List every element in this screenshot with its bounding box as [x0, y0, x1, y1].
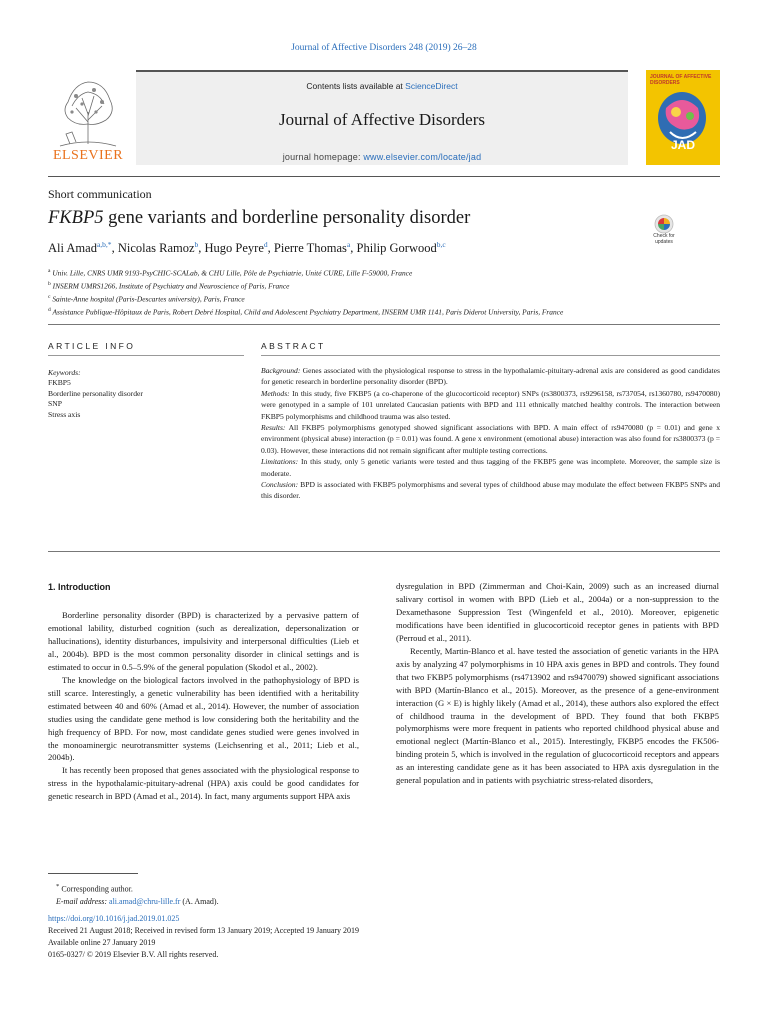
section-heading-introduction: 1. Introduction	[48, 582, 111, 592]
abstract-body	[261, 365, 720, 502]
body-paragraph: dysregulation in BPD (Zimmerman and Choi-Kain, 2009) such as an increased diurnal salivary cortisol in women with BPD (Lieb et al., 2004a) or a non-suppression to the Dexamethasone Suppression Test (Wingenfeld et al., 2010). Moreover, epigenetic modifications have been identified in glucocorticoid receptor genes in patients with BPD (Perroud et al., 2011).	[396, 581, 719, 643]
body-column-right	[396, 580, 719, 787]
publication-info	[48, 913, 548, 961]
author-name[interactable]: Philip Gorwood	[356, 241, 437, 256]
body-paragraph: Borderline personality disorder (BPD) is characterized by a pervasive pattern of emotional lability, disturbed cognition (such as derealization, depersonalization or hallucinations), identity disturbances, impulsivity and interpersonal difficulties (Lieb et al., 2004b). BPD is the most common personality disorder in clinical settings and is estimated to occur in 0.5–5.9% of the general population (Skodol et al., 2002).	[48, 610, 359, 672]
abstract-heading: ABSTRACT	[261, 341, 326, 351]
masthead	[136, 70, 628, 165]
author-list: Ali Amad$^{a,b,*}$, Nicolas Ramoz$^b$, Hugo Peyre$^d$, Pierre Thomas$^a$, Philip Gorwood$^{b,c}$	[48, 240, 446, 256]
article-type: Short communication	[48, 187, 152, 201]
author-affil-marker[interactable]: b	[194, 240, 199, 249]
cover-title: JOURNAL OF AFFECTIVE DISORDERS	[650, 74, 712, 86]
check-for-updates-badge[interactable]	[646, 213, 682, 249]
doi-link[interactable]: https://doi.org/10.1016/j.jad.2019.01.025	[48, 914, 180, 923]
homepage-prefix: journal homepage:	[282, 152, 364, 162]
elsevier-wordmark: ELSEVIER	[52, 148, 124, 163]
abstract-bottom-rule	[48, 551, 720, 552]
email-link[interactable]: ali.amad@chru-lille.fr	[109, 896, 181, 906]
author-name[interactable]: Ali Amad	[48, 241, 97, 256]
affiliation-item	[48, 279, 728, 292]
abstract-results: Results: All FKBP5 polymorphisms genotyped showed significant associations with BPD. A main effect of rs9470080 (p = 0.01) and gene x environment (physical abuse) interaction (p = 0.01) was found. A gene x environment (emotional abuse) interaction was also found for rs3800373 (p = 0.03). However, these interactions did not remain significant after multiple testing corrections.	[261, 423, 720, 455]
journal-reference-link[interactable]: Journal of Affective Disorders 248 (2019) 26–28	[291, 43, 477, 53]
corresponding-author-note: * Corresponding author.	[56, 883, 133, 894]
body-paragraph: Recently, Martin-Blanco et al. have tested the association of genetic variants in the HPA axis by analyzing 47 polymorphisms in 10 HPA axis genes in BPD and controls. They found that two FKBP5 polymorphisms (rs4713902 and rs9470079) showed significant associations with BPD (Martín-Blanco et al., 2015). Moreover, as the presence of a gene-environment interaction (G × E) is highly likely (Amad et al., 2014), these authors also explored the effect of childhood trauma in the development of BPD. They found that both FKBP5 polymorphisms were more frequent in patients who reported childhood physical abuse and emotional neglect (Martín-Blanco et al., 2015). Interestingly, FKBP5 encodes the FK506-binding protein 5, which is involved in the regulation of glucocorticoid receptors and appears as an interesting candidate gene as it has been associated to HPA axis dysregulation in the general population and in patients with psychiatric stress-related disorders,	[396, 645, 719, 786]
author-name[interactable]: Pierre Thomas	[273, 241, 347, 256]
article-title	[48, 208, 470, 229]
homepage-link[interactable]: www.elsevier.com/locate/jad	[363, 152, 482, 162]
author-name[interactable]: Hugo Peyre	[204, 241, 264, 256]
author-affil-marker[interactable]: a	[346, 240, 351, 249]
footnotes	[48, 881, 408, 908]
contents-prefix: Contents lists available at	[306, 81, 406, 91]
affiliation-text: Sainte-Anne hospital (Paris-Descartes university), Paris, France	[52, 294, 245, 304]
abstract-conclusion: Conclusion: BPD is associated with FKBP5 polymorphisms and several types of childhood abuse may modulate the effect between FKBP5 SNPs and this disorder.	[261, 480, 720, 501]
affiliation-text: INSERM UMRS1266, Institute of Psychiatry and Neuroscience of Paris, France	[52, 281, 290, 291]
affiliation-text: Univ. Lille, CNRS UMR 9193-PsyCHIC-SCALab, & CHU Lille, Pôle de Psychiatrie, Unité CURE, Lille F-59000, France	[52, 268, 413, 278]
affiliation-text: Assistance Publique-Hôpitaux de Paris, Robert Debré Hospital, Child and Adolescent Psychiatry Department, INSERM UMR 1141, Paris Diderot University, Paris, France	[52, 307, 564, 317]
affiliation-key: a	[48, 268, 51, 274]
affiliation-key: d	[48, 307, 51, 314]
article-info-heading: ARTICLE INFO	[48, 341, 136, 351]
affiliation-item	[48, 305, 728, 318]
journal-cover-image	[646, 70, 720, 165]
author-affil-marker[interactable]: d	[263, 240, 268, 249]
abstract-methods: Methods: In this study, five FKBP5 (a co-chaperone of the glucocorticoid receptor) SNPs (rs3800373, rs9296158, rs737054, rs1360780, rs9470080) were genotyped in a sample of 101 unrelated Caucasian patients with BPD and 111 ethnically matched healthy controls. The interaction between FKBP5 polymorphisms and childhood trauma was also tested.	[261, 388, 720, 421]
copyright-line: 0165-0327/ © 2019 Elsevier B.V. All rights reserved.	[48, 950, 219, 959]
body-paragraph: The knowledge on the biological factors involved in the pathophysiology of BPD is still scarce. Interestingly, a genetic vulnerability has been identified with a heritability estimated between 40 and 60% (Amad et al., 2014). However, the number of association studies using the candidate gene method is low considering both the heritability and the high frequency of BPD. For now, most candidate genes studied were genes involved in the monoaminergic neurotransmitter systems (Leichsenring et al., 2011; Lieb et al., 2004b).	[48, 674, 359, 763]
title-rest: gene variants and borderline personality disorder	[103, 208, 471, 228]
journal-header	[48, 70, 628, 165]
abstract-limitations: Limitations: In this study, only 5 genetic variants were tested and thus tagging of the FKBP5 gene was incomplete. Moreover, the sample size is moderate.	[261, 457, 720, 478]
available-online-date: Available online 27 January 2019	[48, 938, 156, 947]
keyword-item: Stress axis	[48, 409, 81, 419]
keyword-item: SNP	[48, 399, 62, 409]
email-note: E-mail address: ali.amad@chru-lille.fr (A. Amad).	[56, 896, 219, 906]
affiliations-divider	[48, 324, 720, 325]
received-dates: Received 21 August 2018; Received in revised form 13 January 2019; Accepted 19 January 2019	[48, 926, 360, 935]
body-column-left	[48, 609, 359, 803]
header-divider	[48, 176, 720, 177]
keyword-item: Borderline personality disorder	[48, 388, 143, 398]
keywords-label: Keywords:	[48, 368, 81, 377]
contents-available-line	[136, 81, 628, 91]
footnote-rule	[48, 873, 138, 874]
affiliation-item	[48, 292, 728, 305]
article-info-rule	[48, 355, 244, 356]
author-affil-marker[interactable]: b,c	[436, 240, 446, 249]
cover-abbrev: JAD	[670, 138, 695, 152]
abstract-background: Background: Genes associated with the physiological response to stress in the hypothalamic-pituitary-adrenal axis are considered as good candidates for genetic research in borderline personality disorder (BPD).	[261, 366, 720, 387]
affiliations	[48, 266, 728, 318]
sciencedirect-link[interactable]: ScienceDirect	[405, 81, 458, 91]
check-updates-label: Check for updates	[653, 233, 675, 245]
journal-homepage-line	[136, 152, 628, 162]
title-gene-name: FKBP5	[48, 208, 104, 228]
keywords-block	[48, 368, 244, 420]
author-affil-marker[interactable]: a,b,*	[96, 240, 112, 249]
affiliation-key: b	[48, 281, 51, 288]
author-name[interactable]: Nicolas Ramoz	[117, 241, 195, 256]
journal-title: Journal of Affective Disorders	[279, 110, 485, 129]
affiliation-key: c	[48, 294, 51, 301]
abstract-rule	[261, 355, 720, 356]
body-paragraph: It has recently been proposed that genes associated with the physiological response to stress in the hypothalamic-pituitary-adrenal (HPA) axis could be good candidates for genetic research in BPD (Amad et al., 2014). In fact, many arguments support HPA axis	[48, 765, 359, 802]
affiliation-item	[48, 266, 728, 279]
keyword-item: FKBP5	[48, 378, 71, 388]
elsevier-logo	[48, 72, 128, 164]
